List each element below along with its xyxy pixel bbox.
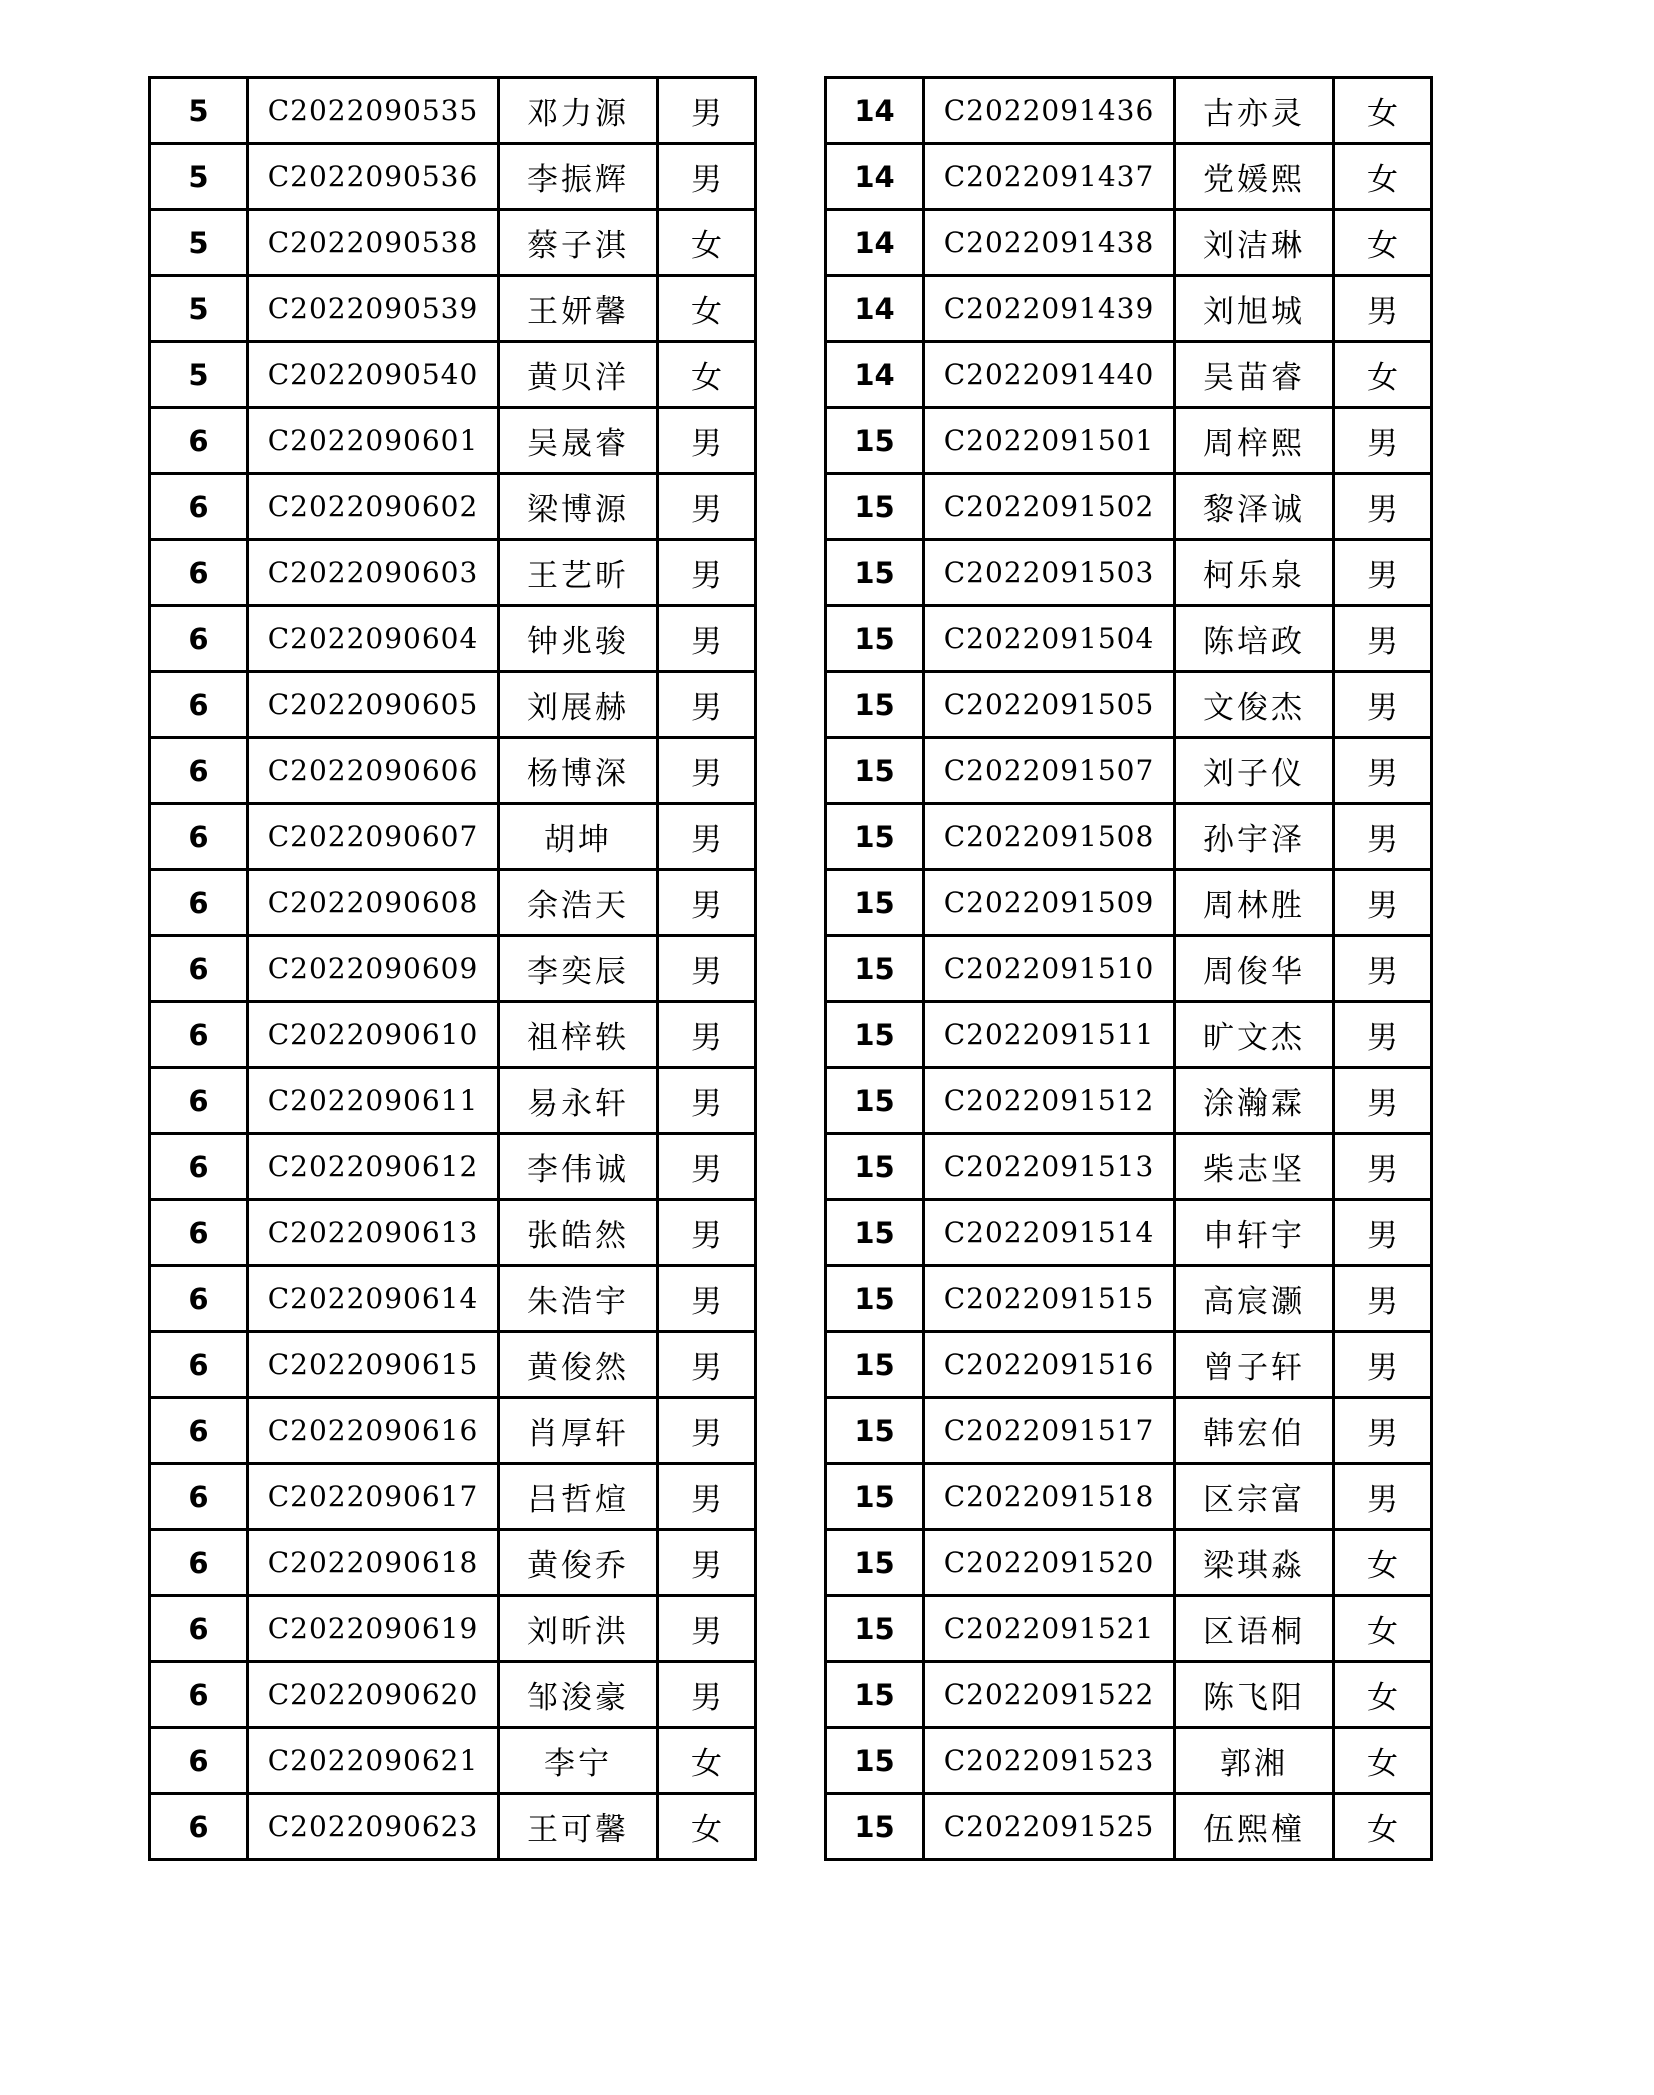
student-id-cell: C2022090618 bbox=[248, 1530, 499, 1596]
student-id-cell: C2022090615 bbox=[248, 1332, 499, 1398]
student-name-cell: 刘旭城 bbox=[1175, 276, 1334, 342]
group-number-cell: 15 bbox=[826, 1398, 924, 1464]
student-name-cell: 王艺昕 bbox=[499, 540, 658, 606]
student-name-cell: 曾子轩 bbox=[1175, 1332, 1334, 1398]
student-name-cell: 刘子仪 bbox=[1175, 738, 1334, 804]
student-name-cell: 黄俊乔 bbox=[499, 1530, 658, 1596]
student-name-cell: 张皓然 bbox=[499, 1200, 658, 1266]
group-number-cell: 6 bbox=[150, 870, 248, 936]
table-row bbox=[150, 1530, 756, 1596]
table-row bbox=[826, 1728, 1432, 1794]
student-id-cell: C2022091505 bbox=[924, 672, 1175, 738]
gender-cell: 女 bbox=[658, 1728, 756, 1794]
gender-cell: 女 bbox=[658, 342, 756, 408]
gender-cell: 女 bbox=[658, 1794, 756, 1860]
student-id-cell: C2022091517 bbox=[924, 1398, 1175, 1464]
student-name-cell: 杨博深 bbox=[499, 738, 658, 804]
student-name-cell: 王可馨 bbox=[499, 1794, 658, 1860]
student-id-cell: C2022090620 bbox=[248, 1662, 499, 1728]
student-name-cell: 朱浩宇 bbox=[499, 1266, 658, 1332]
student-id-cell: C2022090621 bbox=[248, 1728, 499, 1794]
student-name-cell: 黄俊然 bbox=[499, 1332, 658, 1398]
student-name-cell: 李伟诚 bbox=[499, 1134, 658, 1200]
gender-cell: 男 bbox=[658, 540, 756, 606]
table-row bbox=[826, 1398, 1432, 1464]
student-id-cell: C2022090607 bbox=[248, 804, 499, 870]
student-id-cell: C2022091512 bbox=[924, 1068, 1175, 1134]
group-number-cell: 6 bbox=[150, 1662, 248, 1728]
table-row bbox=[826, 408, 1432, 474]
student-name-cell: 刘昕洪 bbox=[499, 1596, 658, 1662]
student-name-cell: 申轩宇 bbox=[1175, 1200, 1334, 1266]
group-number-cell: 5 bbox=[150, 342, 248, 408]
student-name-cell: 周俊华 bbox=[1175, 936, 1334, 1002]
gender-cell: 女 bbox=[1334, 1728, 1432, 1794]
group-number-cell: 6 bbox=[150, 936, 248, 1002]
student-id-cell: C2022091440 bbox=[924, 342, 1175, 408]
student-id-cell: C2022091521 bbox=[924, 1596, 1175, 1662]
gender-cell: 男 bbox=[1334, 606, 1432, 672]
group-number-cell: 15 bbox=[826, 1068, 924, 1134]
gender-cell: 男 bbox=[658, 1002, 756, 1068]
table-row bbox=[150, 672, 756, 738]
group-number-cell: 6 bbox=[150, 1398, 248, 1464]
student-id-cell: C2022090619 bbox=[248, 1596, 499, 1662]
student-id-cell: C2022091509 bbox=[924, 870, 1175, 936]
student-id-cell: C2022090613 bbox=[248, 1200, 499, 1266]
gender-cell: 女 bbox=[1334, 1794, 1432, 1860]
table-row bbox=[150, 936, 756, 1002]
group-number-cell: 6 bbox=[150, 474, 248, 540]
group-number-cell: 6 bbox=[150, 1068, 248, 1134]
roster-table-right-body bbox=[826, 78, 1432, 1860]
table-row bbox=[826, 1662, 1432, 1728]
group-number-cell: 6 bbox=[150, 606, 248, 672]
student-id-cell: C2022090604 bbox=[248, 606, 499, 672]
table-row bbox=[826, 606, 1432, 672]
group-number-cell: 15 bbox=[826, 1134, 924, 1200]
student-id-cell: C2022090609 bbox=[248, 936, 499, 1002]
table-row bbox=[826, 210, 1432, 276]
group-number-cell: 6 bbox=[150, 540, 248, 606]
group-number-cell: 14 bbox=[826, 342, 924, 408]
gender-cell: 女 bbox=[1334, 1662, 1432, 1728]
group-number-cell: 15 bbox=[826, 1200, 924, 1266]
group-number-cell: 6 bbox=[150, 804, 248, 870]
group-number-cell: 15 bbox=[826, 540, 924, 606]
student-name-cell: 邓力源 bbox=[499, 78, 658, 144]
student-name-cell: 蔡子淇 bbox=[499, 210, 658, 276]
group-number-cell: 6 bbox=[150, 672, 248, 738]
student-id-cell: C2022090608 bbox=[248, 870, 499, 936]
student-name-cell: 刘洁琳 bbox=[1175, 210, 1334, 276]
student-id-cell: C2022091525 bbox=[924, 1794, 1175, 1860]
table-row bbox=[826, 1200, 1432, 1266]
student-id-cell: C2022091522 bbox=[924, 1662, 1175, 1728]
student-id-cell: C2022091501 bbox=[924, 408, 1175, 474]
table-row bbox=[150, 78, 756, 144]
table-row bbox=[150, 1266, 756, 1332]
gender-cell: 男 bbox=[1334, 936, 1432, 1002]
student-id-cell: C2022091502 bbox=[924, 474, 1175, 540]
table-row bbox=[826, 540, 1432, 606]
student-name-cell: 梁琪淼 bbox=[1175, 1530, 1334, 1596]
table-row bbox=[826, 474, 1432, 540]
gender-cell: 男 bbox=[1334, 1134, 1432, 1200]
student-id-cell: C2022091438 bbox=[924, 210, 1175, 276]
student-name-cell: 李奕辰 bbox=[499, 936, 658, 1002]
group-number-cell: 14 bbox=[826, 210, 924, 276]
student-id-cell: C2022091518 bbox=[924, 1464, 1175, 1530]
gender-cell: 男 bbox=[658, 936, 756, 1002]
roster-table-left-body bbox=[150, 78, 756, 1860]
student-name-cell: 吴苗睿 bbox=[1175, 342, 1334, 408]
student-name-cell: 涂瀚霖 bbox=[1175, 1068, 1334, 1134]
table-row bbox=[150, 804, 756, 870]
student-id-cell: C2022090614 bbox=[248, 1266, 499, 1332]
gender-cell: 男 bbox=[1334, 804, 1432, 870]
table-row bbox=[826, 738, 1432, 804]
student-name-cell: 李宁 bbox=[499, 1728, 658, 1794]
student-id-cell: C2022090616 bbox=[248, 1398, 499, 1464]
group-number-cell: 6 bbox=[150, 1134, 248, 1200]
student-id-cell: C2022091439 bbox=[924, 276, 1175, 342]
student-id-cell: C2022090536 bbox=[248, 144, 499, 210]
gender-cell: 女 bbox=[1334, 144, 1432, 210]
group-number-cell: 15 bbox=[826, 408, 924, 474]
table-row bbox=[150, 1068, 756, 1134]
student-id-cell: C2022091504 bbox=[924, 606, 1175, 672]
gender-cell: 男 bbox=[1334, 1266, 1432, 1332]
gender-cell: 男 bbox=[1334, 408, 1432, 474]
gender-cell: 女 bbox=[658, 276, 756, 342]
table-row bbox=[150, 1002, 756, 1068]
group-number-cell: 15 bbox=[826, 474, 924, 540]
gender-cell: 男 bbox=[1334, 1398, 1432, 1464]
student-id-cell: C2022090601 bbox=[248, 408, 499, 474]
group-number-cell: 6 bbox=[150, 1464, 248, 1530]
gender-cell: 男 bbox=[658, 1332, 756, 1398]
table-row bbox=[150, 1596, 756, 1662]
gender-cell: 男 bbox=[1334, 1464, 1432, 1530]
student-id-cell: C2022091513 bbox=[924, 1134, 1175, 1200]
gender-cell: 女 bbox=[1334, 342, 1432, 408]
student-id-cell: C2022091510 bbox=[924, 936, 1175, 1002]
group-number-cell: 5 bbox=[150, 78, 248, 144]
group-number-cell: 6 bbox=[150, 408, 248, 474]
table-row bbox=[150, 1332, 756, 1398]
table-row bbox=[826, 276, 1432, 342]
student-id-cell: C2022090540 bbox=[248, 342, 499, 408]
student-name-cell: 柴志坚 bbox=[1175, 1134, 1334, 1200]
table-row bbox=[826, 1134, 1432, 1200]
gender-cell: 女 bbox=[1334, 78, 1432, 144]
group-number-cell: 14 bbox=[826, 78, 924, 144]
group-number-cell: 5 bbox=[150, 144, 248, 210]
student-id-cell: C2022090603 bbox=[248, 540, 499, 606]
student-id-cell: C2022090606 bbox=[248, 738, 499, 804]
group-number-cell: 6 bbox=[150, 1200, 248, 1266]
student-name-cell: 吕哲煊 bbox=[499, 1464, 658, 1530]
student-name-cell: 柯乐泉 bbox=[1175, 540, 1334, 606]
table-row bbox=[826, 78, 1432, 144]
gender-cell: 男 bbox=[658, 1200, 756, 1266]
table-row bbox=[150, 1794, 756, 1860]
gender-cell: 男 bbox=[1334, 1002, 1432, 1068]
gender-cell: 男 bbox=[1334, 672, 1432, 738]
student-id-cell: C2022090602 bbox=[248, 474, 499, 540]
table-row bbox=[150, 276, 756, 342]
table-row bbox=[150, 606, 756, 672]
student-name-cell: 孙宇泽 bbox=[1175, 804, 1334, 870]
student-name-cell: 梁博源 bbox=[499, 474, 658, 540]
table-row bbox=[150, 1200, 756, 1266]
gender-cell: 男 bbox=[658, 606, 756, 672]
table-row bbox=[150, 408, 756, 474]
group-number-cell: 15 bbox=[826, 672, 924, 738]
student-id-cell: C2022091516 bbox=[924, 1332, 1175, 1398]
table-row bbox=[150, 474, 756, 540]
gender-cell: 男 bbox=[1334, 738, 1432, 804]
table-row bbox=[150, 1662, 756, 1728]
gender-cell: 男 bbox=[1334, 1332, 1432, 1398]
student-name-cell: 党媛熙 bbox=[1175, 144, 1334, 210]
table-row bbox=[150, 144, 756, 210]
gender-cell: 女 bbox=[658, 210, 756, 276]
gender-cell: 男 bbox=[658, 1530, 756, 1596]
table-row bbox=[150, 738, 756, 804]
student-name-cell: 祖梓轶 bbox=[499, 1002, 658, 1068]
table-row bbox=[826, 1464, 1432, 1530]
gender-cell: 男 bbox=[1334, 1068, 1432, 1134]
student-name-cell: 周梓熙 bbox=[1175, 408, 1334, 474]
student-id-cell: C2022090623 bbox=[248, 1794, 499, 1860]
student-name-cell: 肖厚轩 bbox=[499, 1398, 658, 1464]
student-name-cell: 胡坤 bbox=[499, 804, 658, 870]
gender-cell: 男 bbox=[658, 804, 756, 870]
student-name-cell: 钟兆骏 bbox=[499, 606, 658, 672]
group-number-cell: 15 bbox=[826, 804, 924, 870]
table-row bbox=[826, 936, 1432, 1002]
table-row bbox=[150, 1464, 756, 1530]
group-number-cell: 6 bbox=[150, 1596, 248, 1662]
student-id-cell: C2022090612 bbox=[248, 1134, 499, 1200]
group-number-cell: 15 bbox=[826, 1662, 924, 1728]
gender-cell: 男 bbox=[658, 870, 756, 936]
table-row bbox=[150, 1728, 756, 1794]
student-name-cell: 李振辉 bbox=[499, 144, 658, 210]
group-number-cell: 15 bbox=[826, 870, 924, 936]
table-row bbox=[150, 870, 756, 936]
student-name-cell: 陈培政 bbox=[1175, 606, 1334, 672]
table-row bbox=[150, 540, 756, 606]
gender-cell: 男 bbox=[658, 1266, 756, 1332]
student-name-cell: 吴晟睿 bbox=[499, 408, 658, 474]
table-row bbox=[150, 210, 756, 276]
student-id-cell: C2022090535 bbox=[248, 78, 499, 144]
student-id-cell: C2022091437 bbox=[924, 144, 1175, 210]
student-name-cell: 陈飞阳 bbox=[1175, 1662, 1334, 1728]
table-row bbox=[826, 342, 1432, 408]
group-number-cell: 6 bbox=[150, 1266, 248, 1332]
group-number-cell: 6 bbox=[150, 1530, 248, 1596]
student-name-cell: 余浩天 bbox=[499, 870, 658, 936]
group-number-cell: 15 bbox=[826, 1332, 924, 1398]
gender-cell: 男 bbox=[1334, 870, 1432, 936]
group-number-cell: 14 bbox=[826, 144, 924, 210]
student-id-cell: C2022090617 bbox=[248, 1464, 499, 1530]
student-id-cell: C2022091436 bbox=[924, 78, 1175, 144]
group-number-cell: 6 bbox=[150, 1728, 248, 1794]
student-id-cell: C2022090610 bbox=[248, 1002, 499, 1068]
gender-cell: 男 bbox=[658, 1596, 756, 1662]
student-id-cell: C2022090538 bbox=[248, 210, 499, 276]
gender-cell: 女 bbox=[1334, 1530, 1432, 1596]
group-number-cell: 5 bbox=[150, 276, 248, 342]
student-name-cell: 周林胜 bbox=[1175, 870, 1334, 936]
student-name-cell: 古亦灵 bbox=[1175, 78, 1334, 144]
gender-cell: 男 bbox=[658, 144, 756, 210]
student-name-cell: 伍熙橦 bbox=[1175, 1794, 1334, 1860]
group-number-cell: 6 bbox=[150, 1332, 248, 1398]
group-number-cell: 15 bbox=[826, 1464, 924, 1530]
student-id-cell: C2022091514 bbox=[924, 1200, 1175, 1266]
gender-cell: 男 bbox=[658, 1134, 756, 1200]
student-id-cell: C2022091507 bbox=[924, 738, 1175, 804]
group-number-cell: 6 bbox=[150, 738, 248, 804]
student-name-cell: 邹浚豪 bbox=[499, 1662, 658, 1728]
gender-cell: 男 bbox=[1334, 474, 1432, 540]
group-number-cell: 15 bbox=[826, 936, 924, 1002]
gender-cell: 男 bbox=[1334, 1200, 1432, 1266]
table-row bbox=[826, 1530, 1432, 1596]
table-row bbox=[826, 1794, 1432, 1860]
student-name-cell: 易永轩 bbox=[499, 1068, 658, 1134]
student-name-cell: 黄贝洋 bbox=[499, 342, 658, 408]
group-number-cell: 15 bbox=[826, 1530, 924, 1596]
gender-cell: 男 bbox=[658, 474, 756, 540]
group-number-cell: 15 bbox=[826, 1794, 924, 1860]
student-name-cell: 高宸灏 bbox=[1175, 1266, 1334, 1332]
group-number-cell: 6 bbox=[150, 1794, 248, 1860]
student-name-cell: 王妍馨 bbox=[499, 276, 658, 342]
student-id-cell: C2022091508 bbox=[924, 804, 1175, 870]
student-name-cell: 刘展赫 bbox=[499, 672, 658, 738]
group-number-cell: 15 bbox=[826, 738, 924, 804]
gender-cell: 男 bbox=[658, 1068, 756, 1134]
gender-cell: 男 bbox=[658, 408, 756, 474]
gender-cell: 女 bbox=[1334, 1596, 1432, 1662]
table-row bbox=[150, 342, 756, 408]
group-number-cell: 15 bbox=[826, 1266, 924, 1332]
gender-cell: 男 bbox=[658, 1398, 756, 1464]
student-id-cell: C2022090605 bbox=[248, 672, 499, 738]
gender-cell: 男 bbox=[658, 738, 756, 804]
student-name-cell: 郭湘 bbox=[1175, 1728, 1334, 1794]
table-row bbox=[826, 870, 1432, 936]
student-name-cell: 区语桐 bbox=[1175, 1596, 1334, 1662]
student-name-cell: 黎泽诚 bbox=[1175, 474, 1334, 540]
table-row bbox=[826, 1596, 1432, 1662]
group-number-cell: 5 bbox=[150, 210, 248, 276]
gender-cell: 男 bbox=[658, 78, 756, 144]
roster-table-right bbox=[824, 76, 1433, 1861]
group-number-cell: 15 bbox=[826, 1002, 924, 1068]
gender-cell: 女 bbox=[1334, 210, 1432, 276]
student-id-cell: C2022090539 bbox=[248, 276, 499, 342]
table-row bbox=[826, 144, 1432, 210]
table-row bbox=[150, 1398, 756, 1464]
student-name-cell: 文俊杰 bbox=[1175, 672, 1334, 738]
student-id-cell: C2022091523 bbox=[924, 1728, 1175, 1794]
group-number-cell: 15 bbox=[826, 1596, 924, 1662]
student-name-cell: 区宗富 bbox=[1175, 1464, 1334, 1530]
table-row bbox=[826, 1266, 1432, 1332]
student-name-cell: 旷文杰 bbox=[1175, 1002, 1334, 1068]
gender-cell: 男 bbox=[658, 1464, 756, 1530]
table-row bbox=[826, 672, 1432, 738]
student-id-cell: C2022091520 bbox=[924, 1530, 1175, 1596]
table-row bbox=[826, 1068, 1432, 1134]
gender-cell: 男 bbox=[658, 672, 756, 738]
table-row bbox=[150, 1134, 756, 1200]
student-name-cell: 韩宏伯 bbox=[1175, 1398, 1334, 1464]
group-number-cell: 15 bbox=[826, 1728, 924, 1794]
table-row bbox=[826, 804, 1432, 870]
group-number-cell: 6 bbox=[150, 1002, 248, 1068]
table-row bbox=[826, 1002, 1432, 1068]
group-number-cell: 14 bbox=[826, 276, 924, 342]
group-number-cell: 15 bbox=[826, 606, 924, 672]
table-row bbox=[826, 1332, 1432, 1398]
roster-table-left bbox=[148, 76, 757, 1861]
student-id-cell: C2022091503 bbox=[924, 540, 1175, 606]
gender-cell: 男 bbox=[1334, 276, 1432, 342]
student-id-cell: C2022090611 bbox=[248, 1068, 499, 1134]
gender-cell: 男 bbox=[658, 1662, 756, 1728]
student-id-cell: C2022091515 bbox=[924, 1266, 1175, 1332]
student-id-cell: C2022091511 bbox=[924, 1002, 1175, 1068]
gender-cell: 男 bbox=[1334, 540, 1432, 606]
